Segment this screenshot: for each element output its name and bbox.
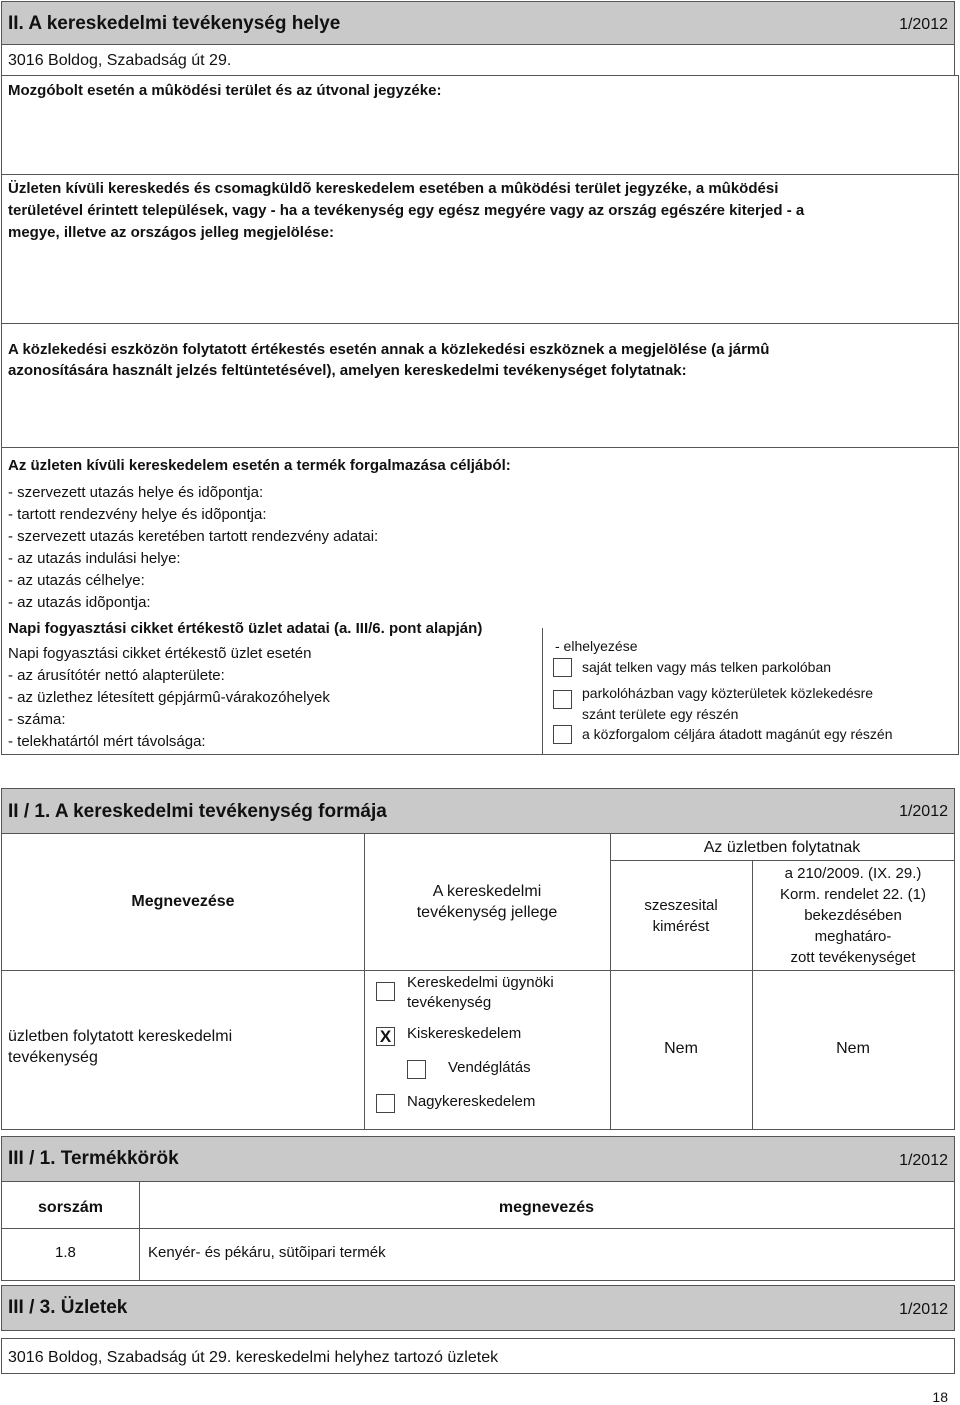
form-table: [1, 833, 955, 1130]
col-header-number: sorszám: [38, 1199, 103, 1216]
row-divider: [2, 970, 954, 971]
activity-option-label: Kiskereskedelem: [407, 1025, 522, 1042]
col-divider: [364, 834, 365, 1129]
placement-divider: [542, 628, 543, 755]
placement-checkbox-garage[interactable]: [553, 690, 572, 709]
shops-text: 3016 Boldog, Szabadság út 29. kereskedelmi helyhez tartozó üzletek: [8, 1349, 499, 1366]
form-code: 1/2012: [899, 1301, 948, 1318]
col-header-alcohol: kimérést: [652, 918, 710, 935]
page-number: 18: [932, 1389, 948, 1405]
section-title: II / 1. A kereskedelmi tevékenység formája: [8, 801, 387, 822]
mobile-route-label: Mozgóbolt esetén a mûködési terület és az útvonal jegyzéke:: [8, 82, 442, 99]
address-value: 3016 Boldog, Szabadság út 29.: [8, 52, 232, 69]
row-divider: [610, 860, 954, 861]
row-name: tevékenység: [8, 1049, 98, 1066]
product-number: 1.8: [55, 1244, 76, 1261]
activity-checkbox-agent[interactable]: [376, 982, 395, 1001]
form-code: 1/2012: [899, 1152, 948, 1169]
outside-sale-item: - az utazás idõpontja:: [8, 594, 151, 611]
mobile-route-box: [1, 75, 959, 175]
vehicle-box: [1, 323, 959, 448]
section-title: II. A kereskedelmi tevékenység helye: [8, 13, 341, 34]
daily-goods-heading: Napi fogyasztási cikket értékestõ üzlet adatai (a. III/6. pont alapján): [8, 620, 483, 637]
col-header-alcohol: szeszesital: [644, 897, 718, 914]
form-code: 1/2012: [899, 803, 948, 820]
activity-option-label: tevékenység: [407, 994, 492, 1011]
section-header-form: [1, 788, 955, 834]
col-header-decree: zott tevékenységet: [790, 949, 916, 966]
outside-sale-item: - tartott rendezvény helye és idõpontja:: [8, 506, 267, 523]
section-header-shops: [1, 1285, 955, 1331]
activity-checkbox-catering[interactable]: [407, 1060, 426, 1079]
form-code: 1/2012: [899, 16, 948, 33]
placement-label: - elhelyezése: [555, 638, 638, 654]
col-group-header: Az üzletben folytatnak: [703, 839, 861, 856]
daily-goods-item: - száma:: [8, 711, 66, 728]
activity-option-label: Vendéglátás: [448, 1059, 531, 1076]
outside-sale-item: - az utazás indulási helye:: [8, 550, 181, 567]
product-name: Kenyér- és pékáru, sütõipari termék: [148, 1244, 386, 1261]
outside-trade-label-1: Üzleten kívüli kereskedés és csomagküldõ kereskedelem esetében a mûködési terület jegyzéke, a mûködési: [8, 180, 779, 197]
placement-checkbox-own-lot[interactable]: [553, 658, 572, 677]
activity-option-label: Kereskedelmi ügynöki: [407, 974, 554, 991]
col-header-type: tevékenység jellege: [416, 904, 558, 921]
outside-sale-item: - szervezett utazás helye és idõpontja:: [8, 484, 264, 501]
placement-option: saját telken vagy más telken parkolóban: [582, 659, 832, 675]
vehicle-label-1: A közlekedési eszközön folytatott értékestés esetén annak a közlekedési eszköznek a megjelölése (a jármû: [8, 341, 770, 358]
daily-goods-item: - az üzlethez létesített gépjármû-várakozóhelyek: [8, 689, 330, 706]
address-box: [1, 44, 955, 76]
outside-sale-item: - az utazás célhelye:: [8, 572, 145, 589]
shops-box: [1, 1338, 955, 1374]
vehicle-label-2: azonosítására használt jelzés feltüntetésével), amelyen kereskedelmi tevékenységet folytatnak:: [8, 362, 687, 379]
col-header-decree: bekezdésében: [804, 907, 902, 924]
placement-option: a közforgalom céljára átadott magánút egy részén: [582, 726, 893, 742]
row-divider: [2, 1228, 954, 1229]
activity-checkbox-retail[interactable]: X: [376, 1027, 395, 1046]
col-header-decree: Korm. rendelet 22. (1): [780, 886, 926, 903]
section-title: III / 1. Termékkörök: [8, 1148, 179, 1169]
placement-checkbox-private-road[interactable]: [553, 725, 572, 744]
placement-option: parkolóházban vagy közterületek közlekedésre: [582, 685, 874, 701]
col-header-name: Megnevezése: [131, 893, 235, 910]
placement-option: szánt területe egy részén: [582, 706, 739, 722]
col-header-decree: a 210/2009. (IX. 29.): [784, 865, 922, 882]
outside-trade-box: [1, 174, 959, 324]
section-title: III / 3. Üzletek: [8, 1297, 128, 1318]
section-header-place: [1, 1, 955, 45]
daily-goods-item: Napi fogyasztási cikket értékestõ üzlet esetén: [8, 645, 312, 662]
daily-goods-item: - az árusítótér nettó alapterülete:: [8, 667, 225, 684]
row-name: üzletben folytatott kereskedelmi: [8, 1028, 233, 1045]
section-header-products: [1, 1136, 955, 1182]
col-header-product: megnevezés: [498, 1199, 595, 1216]
col-header-type: A kereskedelmi: [432, 883, 542, 900]
decree-value: Nem: [836, 1040, 870, 1057]
outside-sale-heading: Az üzleten kívüli kereskedelem esetén a termék forgalmazása céljából:: [8, 457, 511, 474]
daily-goods-item: - telekhatártól mért távolsága:: [8, 733, 206, 750]
col-header-decree: meghatáro-: [814, 928, 892, 945]
activity-option-label: Nagykereskedelem: [407, 1093, 536, 1110]
col-divider: [610, 834, 611, 1129]
outside-trade-label-2: területével érintett települések, vagy - ha a tevékenység egy egész megyére vagy az ország egészére kiterjed - a: [8, 202, 805, 219]
activity-checkbox-wholesale[interactable]: [376, 1094, 395, 1113]
outside-trade-label-3: megye, illetve az országos jelleg megjelölése:: [8, 224, 334, 241]
outside-sale-box: [1, 447, 959, 755]
outside-sale-item: - szervezett utazás keretében tartott rendezvény adatai:: [8, 528, 379, 545]
alcohol-value: Nem: [664, 1040, 698, 1057]
products-table: [1, 1181, 955, 1281]
